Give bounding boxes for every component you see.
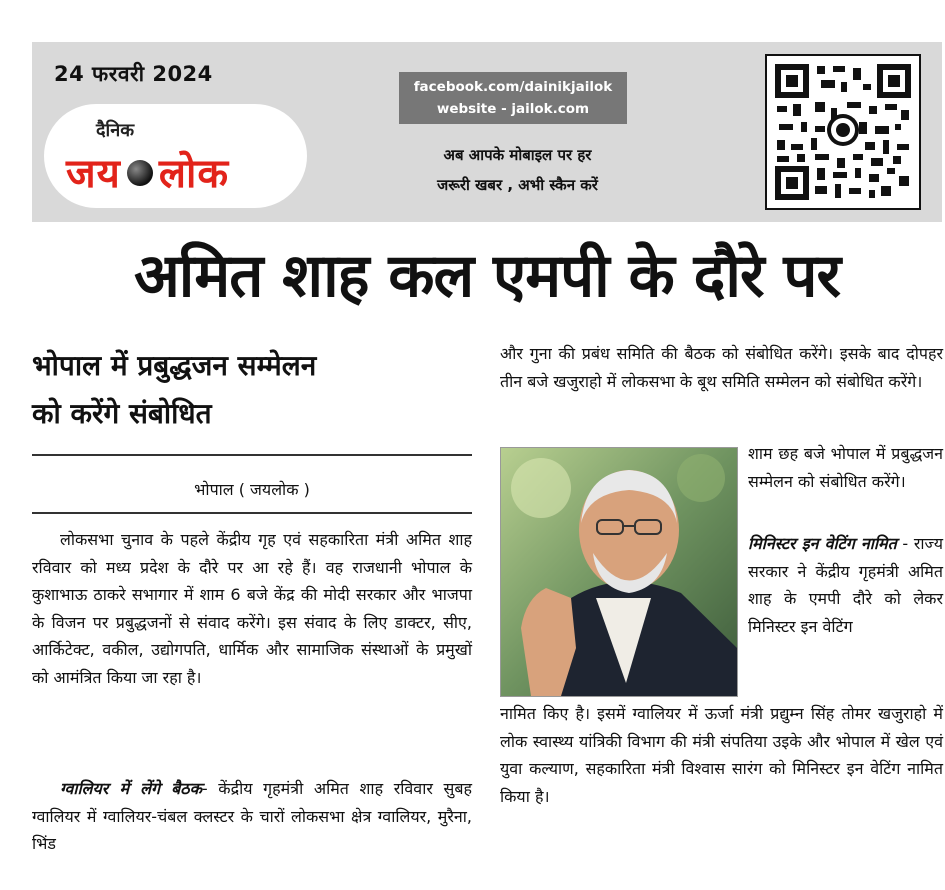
gwalior-text: - केंद्रीय गृहमंत्री अमित शाह रविवार सुबह ग्वालियर में ग्वालियर-चंबल क्लस्टर के चारों लोकसभा क्षेत्र ग्वालियर, मुरैना, भिंड bbox=[32, 779, 472, 853]
logo-word-lok: लोक bbox=[158, 151, 230, 197]
issue-date: 24 फरवरी 2024 bbox=[54, 62, 213, 86]
minister-text: - राज्य सरकार ने केंद्रीय गृहमंत्री अमित शाह के एमपी दौरे को लेकर मिनिस्टर इन वेटिंग bbox=[748, 534, 943, 636]
logo-daily-label: दैनिक bbox=[96, 120, 135, 141]
dateline: भोपाल ( जयलोक ) bbox=[194, 480, 310, 499]
social-links-box bbox=[399, 72, 627, 124]
headline: अमित शाह कल एमपी के दौरे पर bbox=[133, 241, 841, 311]
amit-shah-photo bbox=[500, 447, 738, 697]
right-column-bottom: नामित किए है। इसमें ग्वालियर में ऊर्जा मंत्री प्रद्युम्न सिंह तोमर खजुराहो में लोक स्वास्थ्य यांत्रिकी विभाग की मंत्री संपतिया उइके और भोपाल में खेल एवं युवा कल्याण, सहकारिता मंत्री विश्वास सारंग को मिनिस्टर इन वेटिंग नामित किया है। bbox=[500, 704, 943, 806]
logo-brand bbox=[66, 144, 229, 199]
website-link[interactable]: website - jailok.com bbox=[436, 101, 590, 117]
minister-paragraph bbox=[748, 530, 943, 640]
gwalior-subheading: ग्वालियर में लेंगे बैठक bbox=[60, 779, 202, 798]
logo-word-jay: जय bbox=[66, 151, 121, 197]
newspaper-logo bbox=[44, 104, 307, 208]
qr-code-icon[interactable] bbox=[765, 54, 921, 210]
right-side-text: शाम छह बजे भोपाल में प्रबुद्धजन सम्मेलन को संबोधित करेंगे। bbox=[748, 444, 943, 491]
scan-prompt bbox=[380, 140, 655, 200]
subhead-line-2: को करेंगे संबोधित bbox=[32, 397, 212, 430]
globe-icon bbox=[127, 160, 153, 186]
masthead-banner bbox=[32, 42, 942, 222]
scan-line-1: अब आपके मोबाइल पर हर bbox=[443, 146, 592, 164]
divider-bottom bbox=[32, 512, 472, 514]
minister-subheading: मिनिस्टर इन वेटिंग नामित bbox=[748, 534, 897, 553]
divider-top bbox=[32, 454, 472, 456]
subheadline bbox=[32, 342, 472, 438]
intro-text: लोकसभा चुनाव के पहले केंद्रीय गृह एवं सहकारिता मंत्री अमित शाह रविवार को मध्य प्रदेश के दौरे पर आ रहे हैं। वह राजधानी भोपाल के कुशाभाऊ ठाकरे सभागार में शाम 6 बजे केंद्र की मोदी सरकार और भाजपा के विजन पर प्रबुद्धजनों से संवाद करेंगे। इस संवाद के लिए डाक्टर, सीए, आर्किटेक्ट, वकील, उद्योगपति, धार्मिक और सामाजिक संस्थाओं के प्रमुखों को आमंत्रित किया जा रहा है। bbox=[32, 530, 472, 687]
body-paragraph-2 bbox=[32, 775, 472, 858]
right-column-top: और गुना की प्रबंध समिति की बैठक को संबोधित करेंगे। इसके बाद दोपहर तीन बजे खजुराहो में लोकसभा के बूथ समिति सम्मेलन को संबोधित करेंगे। bbox=[500, 344, 943, 391]
scan-line-2: जरूरी खबर , अभी स्कैन करें bbox=[437, 176, 598, 194]
body-paragraph-1 bbox=[32, 526, 472, 691]
subhead-line-1: भोपाल में प्रबुद्धजन सम्मेलन bbox=[32, 349, 317, 382]
facebook-link[interactable]: facebook.com/dainikjailok bbox=[413, 79, 613, 95]
